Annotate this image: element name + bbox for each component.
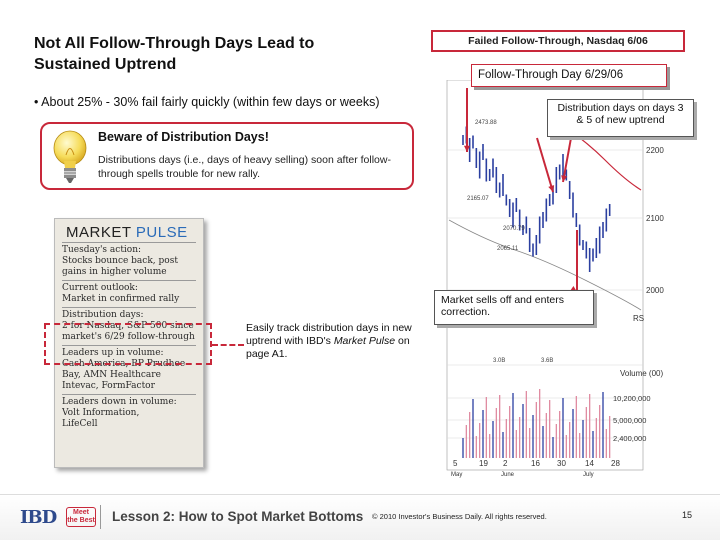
track-note: Easily track distribution days in new uptrend with IBD's Market Pulse on page A1. — [246, 322, 412, 360]
distribution-highlight-box — [44, 323, 212, 365]
chart-title: Failed Follow-Through, Nasdaq 6/06 — [431, 30, 685, 52]
x-tick: 30 — [557, 459, 566, 468]
callout-body: Distributions days (i.e., days of heavy selling) soon after follow-through spells trouble for new rally. — [98, 154, 391, 180]
ibd-badge: Meet the Best — [66, 507, 96, 527]
x-tick: 14 — [585, 459, 594, 468]
page-number: 15 — [682, 510, 693, 520]
price-annotation: 2473.88 — [475, 120, 497, 126]
slide-title: Not All Follow-Through Days Lead to Sustained Uptrend — [34, 35, 315, 73]
price-tick: 2000 — [646, 286, 664, 295]
mp-line: Intevac, FormFactor — [62, 381, 155, 391]
market-pulse-header — [66, 224, 196, 241]
x-tick: 28 — [611, 459, 620, 468]
mp-line: Bay, AMN Healthcare — [62, 370, 161, 380]
lightbulb-icon — [50, 128, 90, 186]
distribution-label: Distribution days on days 3 & 5 of new uptrend — [547, 99, 694, 137]
x-month: May — [451, 472, 463, 478]
volume-label: Volume (00) — [620, 369, 664, 378]
bullet-point: • About 25% - 30% fail fairly quickly (within few days or weeks) — [34, 95, 380, 109]
mp-line: Cash America, BP Prudhoe — [62, 359, 186, 369]
footer-divider — [100, 505, 101, 529]
rs-label: RS — [633, 314, 645, 323]
market-word: MARKET — [66, 224, 132, 241]
mp-line: Tuesday's action: — [62, 245, 142, 255]
connector-line — [212, 344, 244, 346]
x-tick: 16 — [531, 459, 540, 468]
sells-off-label: Market sells off and enters correction. — [434, 290, 594, 325]
mp-line: Leaders up in volume: — [62, 348, 164, 358]
mp-line: LifeCell — [62, 419, 98, 429]
price-tick: 2100 — [646, 214, 664, 223]
nasdaq-chart — [445, 80, 680, 478]
price-annotation: 2065.11 — [497, 246, 519, 252]
pulse-word: PULSE — [135, 224, 188, 241]
x-tick: 5 — [453, 459, 458, 468]
x-month: June — [501, 472, 515, 478]
plot-frame — [447, 80, 643, 470]
lesson-title: Lesson 2: How to Spot Market Bottoms — [112, 509, 364, 524]
ftd-label: Follow-Through Day 6/29/06 — [471, 64, 667, 87]
price-annotation: 2165.07 — [467, 196, 489, 202]
price-annotation: 2070.79 — [503, 226, 525, 232]
x-month: July — [583, 472, 594, 478]
price-annotation: 3.6B — [541, 358, 554, 364]
mp-line: Market in confirmed rally — [62, 294, 180, 304]
mp-line: Volt Information, — [62, 408, 140, 418]
price-tick: 2200 — [646, 146, 664, 155]
mp-line: Distribution days: — [62, 310, 144, 320]
mp-line: market's 6/29 follow-through — [62, 332, 195, 342]
mp-line: Current outlook: — [62, 283, 138, 293]
mp-line: Leaders down in volume: — [62, 397, 177, 407]
price-annotation: 3.0B — [493, 358, 506, 364]
volume-tick: 2,400,000 — [613, 434, 647, 443]
callout-heading: Beware of Distribution Days! — [98, 130, 269, 144]
ibd-logo: IBD — [20, 507, 57, 528]
x-tick: 19 — [479, 459, 488, 468]
copyright: © 2010 Investor's Business Daily. All rights reserved. — [372, 512, 547, 521]
mp-line: 2 for Nasdaq, S&P 500 since — [62, 321, 194, 331]
volume-tick: 10,200,000 — [613, 394, 651, 403]
volume-tick: 5,000,000 — [613, 416, 647, 425]
x-tick: 2 — [503, 459, 508, 468]
mp-line: Stocks bounce back, post — [62, 256, 178, 266]
mp-line: gains in higher volume — [62, 267, 167, 277]
